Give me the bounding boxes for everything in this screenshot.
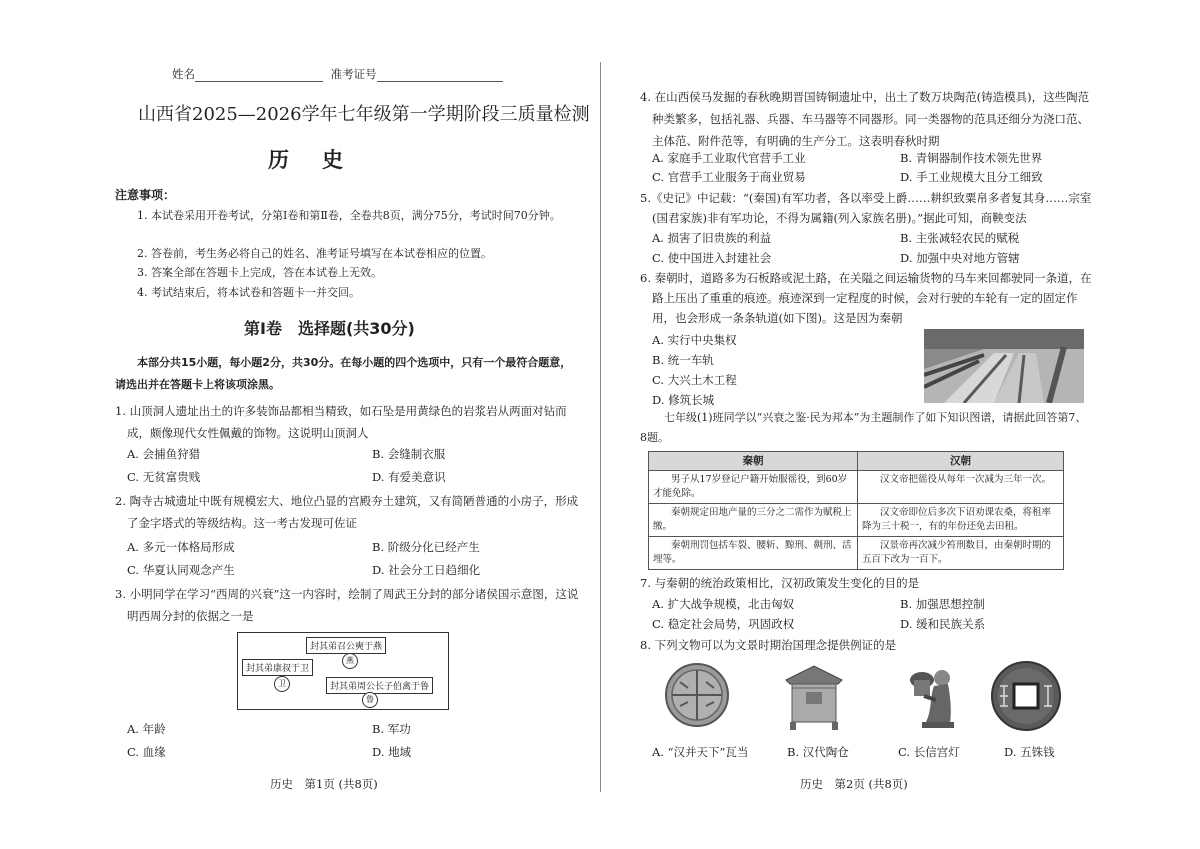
exam-title: 山西省2025—2026学年七年级第一学期阶段三质量检测 (138, 104, 590, 125)
candidate-info-line (172, 66, 503, 82)
q4-option-c: C. 官营手工业服务于商业贸易 (652, 170, 806, 184)
q1-option-b: B. 会缝制衣服 (372, 447, 446, 461)
q3-stem: 3. 小明同学在学习“西周的兴衰”这一内容时，绘制了周武王分封的部分诸侯国示意图，这说明西周分封的依据之一是 (115, 587, 579, 623)
ancient-road-photo (924, 329, 1084, 403)
q7-option-b: B. 加强思想控制 (900, 597, 985, 611)
q6-option-b: B. 统一车轨 (652, 353, 714, 367)
q3-option-b: B. 军功 (372, 722, 411, 736)
q4-option-a: A. 家庭手工业取代官营手工业 (652, 151, 806, 165)
notice-item-4: 4. 考试结束后，将本试卷和答题卡一并交回。 (137, 286, 360, 299)
q6-stem: 6. 秦朝时，道路多为石板路或泥土路，在关隘之间运输货物的马车来回都驶同一条道，在路上压出了重重的痕迹。痕迹深到一定程度的时候，会对行驶的车轮有一定的固定作用，也会形成一条条轨道(如下图)。这是因为秦朝 (640, 271, 1092, 325)
q5-stem: 5.《史记》中记载：“(秦国)有军功者，各以率受上爵……耕织致粟帛多者复其身……宗室(国君家族)非有军功论，不得为属籍(列入家族名册)。”据此可知，商鞅变法 (640, 191, 1092, 225)
q2-option-c: C. 华夏认同观念产生 (127, 563, 235, 577)
qin-han-table (648, 451, 1064, 570)
q4-stem: 4. 在山西侯马发掘的春秋晚期晋国铸铜遗址中，出土了数万块陶范(铸造模具)，这些陶范种类繁多，包括礼器、兵器、车马器等不同器形。同一类器物的范具还细分为浇口范、主体范、附件范等，有明确的生产分工。这表明春秋时期 (640, 90, 1090, 148)
q4-option-b: B. 青铜器制作技术领先世界 (900, 151, 1043, 165)
table-row (649, 471, 1064, 504)
q1-option-c: C. 无贫富贵贱 (127, 470, 201, 484)
q2-stem: 2. 陶寺古城遗址中既有规模宏大、地位凸显的宫殿夯土建筑，又有简陋普通的小房子，形成了金字塔式的等级结构。这一考古发现可佐证 (115, 494, 579, 530)
q7-stem: 7. 与秦朝的统治政策相比，汉初政策发生变化的目的是 (640, 576, 920, 590)
table-cell: 秦朝规定田地产量的三分之二需作为赋税上缴。 (649, 504, 858, 537)
notice-item-1: 1. 本试卷采用开卷考试，分第Ⅰ卷和第Ⅱ卷，全卷共8页，满分75分，考试时间70分钟。 (137, 209, 561, 222)
q6-option-a: A. 实行中央集权 (652, 333, 737, 347)
page-divider (600, 62, 601, 792)
table-header-han: 汉朝 (858, 452, 1064, 471)
q1-option-a: A. 会捕鱼狩猎 (127, 447, 201, 461)
q5-option-c: C. 使中国进入封建社会 (652, 251, 772, 265)
q6-option-d: D. 修筑长城 (652, 393, 715, 407)
map-circle-lu: 鲁 (362, 692, 378, 708)
table-cell: 汉景帝再次减少笞刑数目，由秦朝时期的五百下改为一百下。 (858, 537, 1064, 570)
map-box-wei: 封其弟康叔于卫 (242, 659, 313, 676)
map-circle-yan: 燕 (342, 653, 358, 669)
table-cell: 汉文帝即位后多次下诏劝课农桑，将租率降为三十税一，有的年份还免去田租。 (858, 504, 1064, 537)
material-intro: 七年级(1)班同学以“兴衰之鉴·民为邦本”为主题制作了如下知识图谱，请据此回答第7、8题。 (640, 411, 1087, 444)
footer-right: 历史 第2页 (共8页) (800, 777, 908, 791)
map-box-lu: 封其弟周公长子伯禽于鲁 (326, 677, 433, 694)
q8-option-c: C. 长信宫灯 (898, 745, 960, 759)
q5-option-b: B. 主张减轻农民的赋税 (900, 231, 1020, 245)
q3-option-c: C. 血缘 (127, 745, 166, 759)
table-row (649, 504, 1064, 537)
q5-option-d: D. 加强中央对地方管辖 (900, 251, 1020, 265)
notice-title: 注意事项： (115, 188, 176, 202)
name-label: 姓名 (172, 67, 195, 81)
table-cell: 汉文帝把徭役从每年一次减为三年一次。 (858, 471, 1064, 504)
notice-item-2: 2. 答卷前，考生务必将自己的姓名、准考证号填写在本试卷相应的位置。 (137, 247, 492, 260)
q8-option-a: A. “汉并天下”瓦当 (652, 745, 749, 759)
q6-option-c: C. 大兴土木工程 (652, 373, 737, 387)
q2-option-b: B. 阶级分化已经产生 (372, 540, 480, 554)
section-instructions: 本部分共15小题，每小题2分，共30分。在每小题的四个选项中，只有一个最符合题意，请选出并在答题卡上将该项涂黑。 (115, 356, 572, 391)
footer-left: 历史 第1页 (共8页) (270, 777, 378, 791)
id-blank (377, 69, 503, 82)
q1-option-d: D. 有爱美意识 (372, 470, 446, 484)
map-box-yan: 封其弟召公奭于燕 (306, 637, 386, 654)
notice-item-3: 3. 答案全部在答题卡上完成，答在本试卷上无效。 (137, 266, 382, 279)
q8-stem: 8. 下列文物可以为文景时期治国理念提供例证的是 (640, 638, 897, 652)
fengjian-map (237, 632, 449, 710)
q7-option-d: D. 缓和民族关系 (900, 617, 986, 631)
table-header-qin: 秦朝 (649, 452, 858, 471)
q7-option-a: A. 扩大战争规模，北击匈奴 (652, 597, 795, 611)
table-row (649, 537, 1064, 570)
name-blank (195, 69, 323, 82)
pottery-granary-artifact-image (782, 662, 846, 732)
subject-title: 历 史 (268, 148, 349, 172)
table-cell: 秦朝刑罚包括车裂、腰斩、黥刑、劓刑、活埋等。 (649, 537, 858, 570)
q3-option-a: A. 年龄 (127, 722, 166, 736)
section-title: 第Ⅰ卷 选择题(共30分) (244, 319, 415, 338)
table-cell: 男子从17岁登记户籍开始服徭役，到60岁才能免除。 (649, 471, 858, 504)
q8-option-d: D. 五铢钱 (1004, 745, 1055, 759)
id-label: 准考证号 (330, 67, 377, 81)
q2-option-a: A. 多元一体格局形成 (127, 540, 235, 554)
q1-stem: 1. 山顶洞人遗址出土的许多装饰品都相当精致，如石坠是用黄绿色的岩浆岩从两面对钻而成，颇像现代女性佩戴的饰物。这说明山顶洞人 (115, 404, 567, 440)
map-circle-wei: 卫 (274, 676, 290, 692)
tile-end-artifact-image (664, 662, 730, 728)
q2-option-d: D. 社会分工日趋细化 (372, 563, 481, 577)
changxin-palace-lamp-artifact-image (900, 662, 964, 732)
q7-option-c: C. 稳定社会局势，巩固政权 (652, 617, 795, 631)
q4-option-d: D. 手工业规模大且分工细致 (900, 170, 1043, 184)
q3-option-d: D. 地域 (372, 745, 412, 759)
q5-option-a: A. 损害了旧贵族的利益 (652, 231, 772, 245)
wuzhu-coin-artifact-image (990, 660, 1062, 732)
q8-option-b: B. 汉代陶仓 (787, 745, 849, 759)
